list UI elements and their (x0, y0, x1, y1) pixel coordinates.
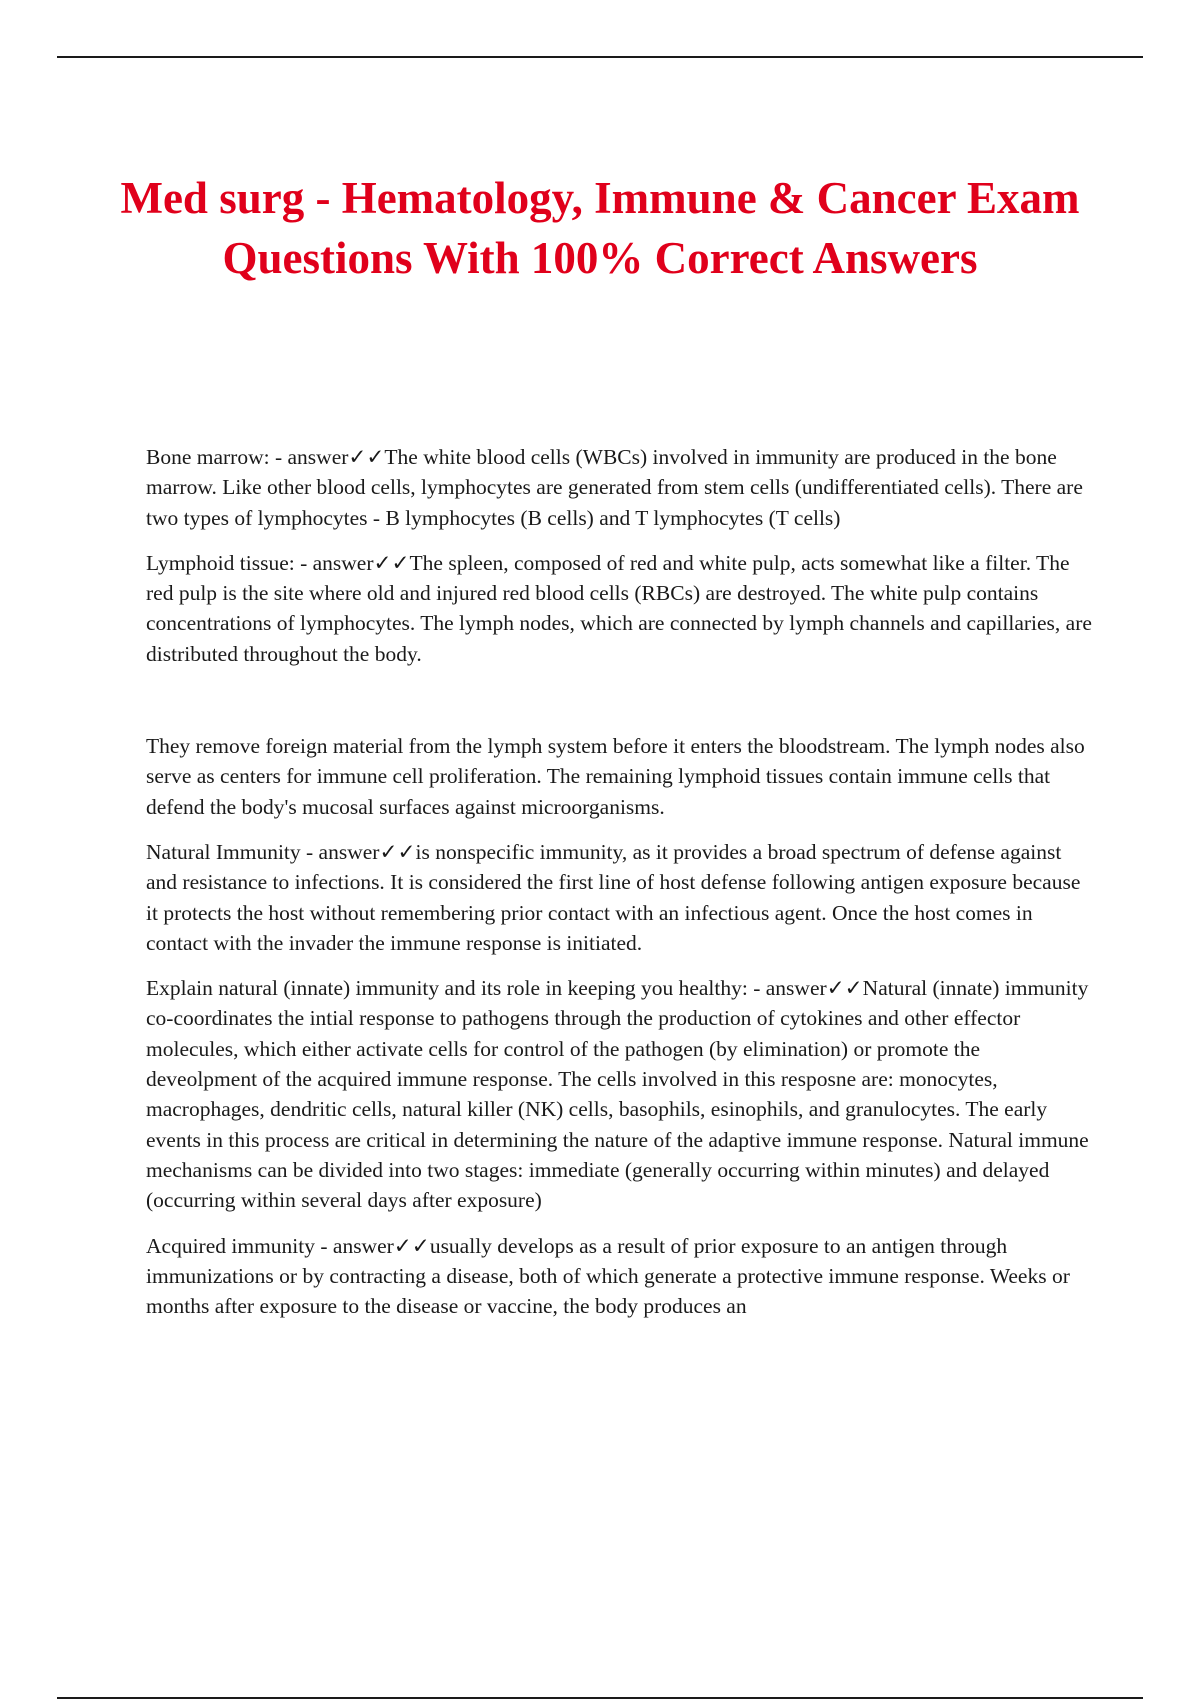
document-title: Med surg - Hematology, Immune & Cancer Exam Questions With 100% Correct Answers (120, 173, 1080, 283)
paragraph-natural-immunity: Natural Immunity - answer✓✓is nonspecific immunity, as it provides a broad spectrum of defense against and resistance to infections. It is considered the first line of host defense following antigen exposure because it protects the host without remembering prior contact with an infectious agent. Once the host comes in contact with the invader the immune response is initiated. (146, 839, 1081, 955)
paragraph-bone-marrow: Bone marrow: - answer✓✓The white blood cells (WBCs) involved in immunity are produced in the bone marrow. Like other blood cells, lymphocytes are generated from stem cells (undifferentiated cells). There are two types of lymphocytes - B lymphocytes (B cells) and T lymphocytes (T cells) (146, 445, 1083, 530)
paragraph-lymph-nodes: They remove foreign material from the lymph system before it enters the bloodstream. The lymph nodes also serve as centers for immune cell proliferation. The remaining lymphoid tissues contain immune cells that defend the body's mucosal surfaces against microorganisms. (146, 734, 1085, 819)
top-rule (57, 56, 1143, 58)
bottom-rule (57, 1697, 1143, 1699)
paragraph-innate-immunity: Explain natural (innate) immunity and its role in keeping you healthy: - answer✓✓Natural (innate) immunity co-coordinates the intial response to pathogens through the production of cytokines and other effector molecules, which either activate cells for control of the pathogen (by elimination) or promote the deveolpment of the acquired immune response. The cells involved in this resposne are: monocytes, macrophages, dendritic cells, natural killer (NK) cells, basophils, esinophils, and granulocytes. The early events in this process are critical in determining the nature of the adaptive immune response. Natural immune mechanisms can be divided into two stages: immediate (generally occurring within minutes) and delayed (occurring within several days after exposure) (146, 976, 1089, 1213)
document-body (146, 442, 1096, 1336)
paragraph-lymphoid-tissue: Lymphoid tissue: - answer✓✓The spleen, composed of red and white pulp, acts somewhat like a filter. The red pulp is the site where old and injured red blood cells (RBCs) are destroyed. The white pulp contains concentrations of lymphocytes. The lymph nodes, which are connected by lymph channels and capillaries, are distributed throughout the body. (146, 550, 1092, 666)
paragraph-acquired-immunity: Acquired immunity - answer✓✓usually develops as a result of prior exposure to an antigen through immunizations or by contracting a disease, both of which generate a protective immune response. Weeks or months after exposure to the disease or vaccine, the body produces an (146, 1233, 1070, 1319)
